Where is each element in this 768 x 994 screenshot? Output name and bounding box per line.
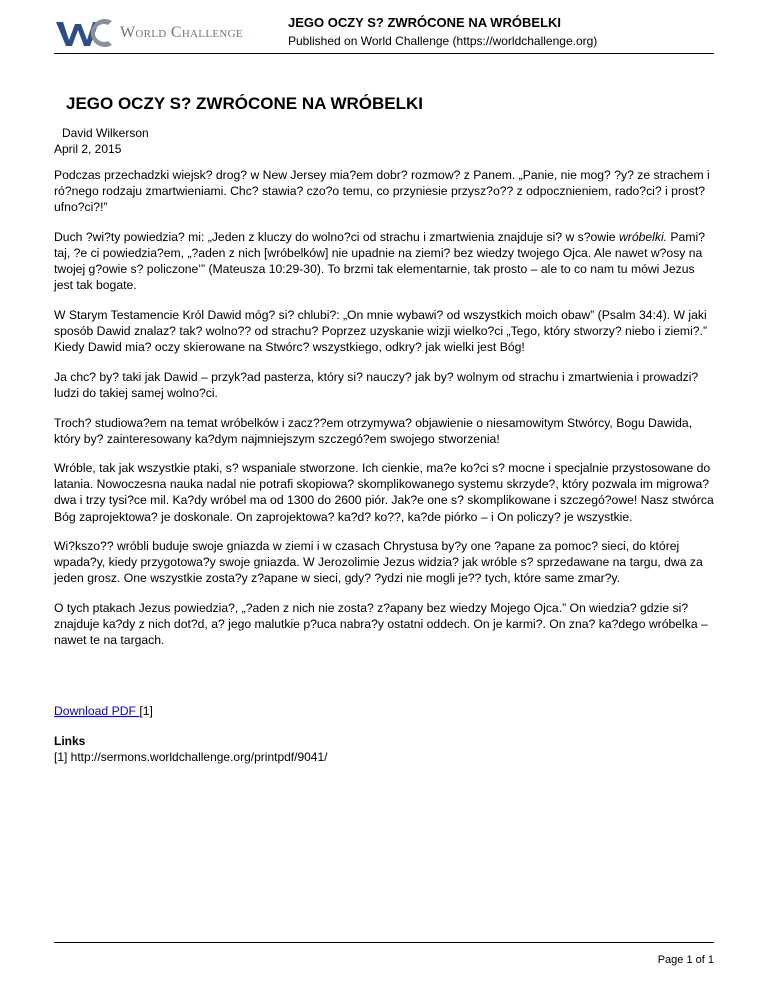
paragraph-2-italic: wróbelki. — [618, 229, 668, 244]
paragraph-5: Troch? studiowa?em na temat wróbelków i zacz??em otrzymywa? objawienie o niesamowitym Stwórcy, Bogu Dawida, który by? zainteresowany ka?dym najmniejszym szczegó?em swojego stworzenia! — [54, 415, 693, 446]
article-title: JEGO OCZY S? ZWRÓCONE NA WRÓBELKI — [66, 94, 424, 113]
footer-divider — [54, 942, 714, 943]
header-divider — [54, 53, 714, 54]
paragraph-7: Wi?kszo?? wróbli buduje swoje gniazda w ziemi i w czasach Chrystusa by?y one ?apane za pomoc? sieci, do której wpada?y, kiedy przygotowa?y swoje gniazda. W Jerozolimie Jezus widzia? jak wróble s? sprzedawane na targu, dwa za jeden grosz. One wszystkie zosta?y z?apane w sieci, gdy? ?ydzi nie mogli je?? tych, które same zmar?y. — [54, 539, 703, 586]
page-header — [54, 12, 714, 54]
paragraph-2-end: Pami?taj, ?e ci powiedzia?em, „?aden z nich [wróbelków] nie upadnie na ziemi? bez wiedzy twojego Ojca. Ale nawet w?osy na twojej g?owie s? policzone’” (Mateusza 10:29-30). To brzmi tak elementarnie, tak prosto – ale to co nam tu mówi Jezus jest tak bogate. — [54, 229, 705, 293]
header-title: JEGO OCZY S? ZWRÓCONE NA WRÓBELKI — [288, 15, 562, 30]
paragraph-1: Podczas przechadzki wiejsk? drog? w New Jersey mia?em dobr? rozmow? z Panem. „Panie, nie mog? ?y? ze strachem i ró?nego rodzaju zmartwieniami. Chc? stawia? czo?o temu, co przyniesie przysz?o?? z odpocznieniem, rado?ci? i prost? ufno?ci?!” — [54, 168, 710, 215]
article-date: April 2, 2015 — [54, 142, 122, 156]
links-heading: Links — [54, 734, 86, 748]
paragraph-8: O tych ptakach Jezus powiedzia?, „?aden z nich nie zosta? z?apany bez wiedzy Mojego Ojca.” On wiedzia? gdzie si? znajduje ka?dy z nich dot?d, a? jego malutkie p?uca nabra?y ostatni oddech. On je karmi?. On zna? ka?dego wróbelka – nawet te na targach. — [54, 601, 708, 648]
paragraph-2-start: Duch ?wi?ty powiedzia? mi: „Jeden z kluczy do wolno?ci od strachu i zmartwienia znajduje si? w s?owie — [54, 229, 619, 244]
paragraph-6: Wróble, tak jak wszystkie ptaki, s? wspaniale stworzone. Ich cienkie, ma?e ko?ci s? mocne i specjalnie przystosowane do latania. Nowoczesna nauka nadal nie potrafi skopiowa? skomplikowanego systemu skrzyde?, który pozwala im migrowa? dwa i trzy tysi?ce mil. Ka?dy wróbel ma od 1300 do 2600 piór. Jak?e one s? skomplikowane i szczegó?owe! Nasz stwórca Bóg zaprojektowa? je doskonale. On zaprojektowa? ka?d? ko??, ka?de piórko – i On policzy? je wszystkie. — [54, 461, 714, 524]
world-challenge-logo — [54, 16, 284, 50]
links-item-1: [1] http://sermons.worldchallenge.org/printpdf/9041/ — [54, 750, 328, 764]
article-author: David Wilkerson — [62, 126, 149, 140]
download-pdf-link[interactable]: Download PDF — [54, 704, 140, 718]
page-number: Page 1 of 1 — [657, 954, 714, 966]
paragraph-3: W Starym Testamencie Król Dawid móg? si? chlubi?: „On mnie wybawi? od wszystkich moich obaw” (Psalm 34:4). W jaki sposób Dawid znalaz? tak? wolno?? od strachu? Poprzez uzyskanie wizji wielko?ci „Tego, który stworzy? niebo i ziemi?.” Kiedy Dawid mia? oczy skierowane na Stwórc? wszystkiego, odkry? jak wielki jest Bóg! — [54, 307, 708, 355]
logo-text: World Challenge — [120, 24, 243, 41]
paragraph-2 — [54, 229, 714, 293]
download-line — [54, 704, 153, 718]
download-ref: [1] — [139, 704, 153, 718]
article-body — [54, 167, 714, 662]
paragraph-4: Ja chc? by? taki jak Dawid – przyk?ad pasterza, który si? nauczy? jak by? wolnym od strachu i zmartwienia i prowadzi? ludzi do takiej samej wolno?ci. — [54, 369, 699, 400]
wc-logo-icon — [54, 16, 116, 50]
header-published-line: Published on World Challenge (https://worldchallenge.org) — [288, 34, 598, 48]
